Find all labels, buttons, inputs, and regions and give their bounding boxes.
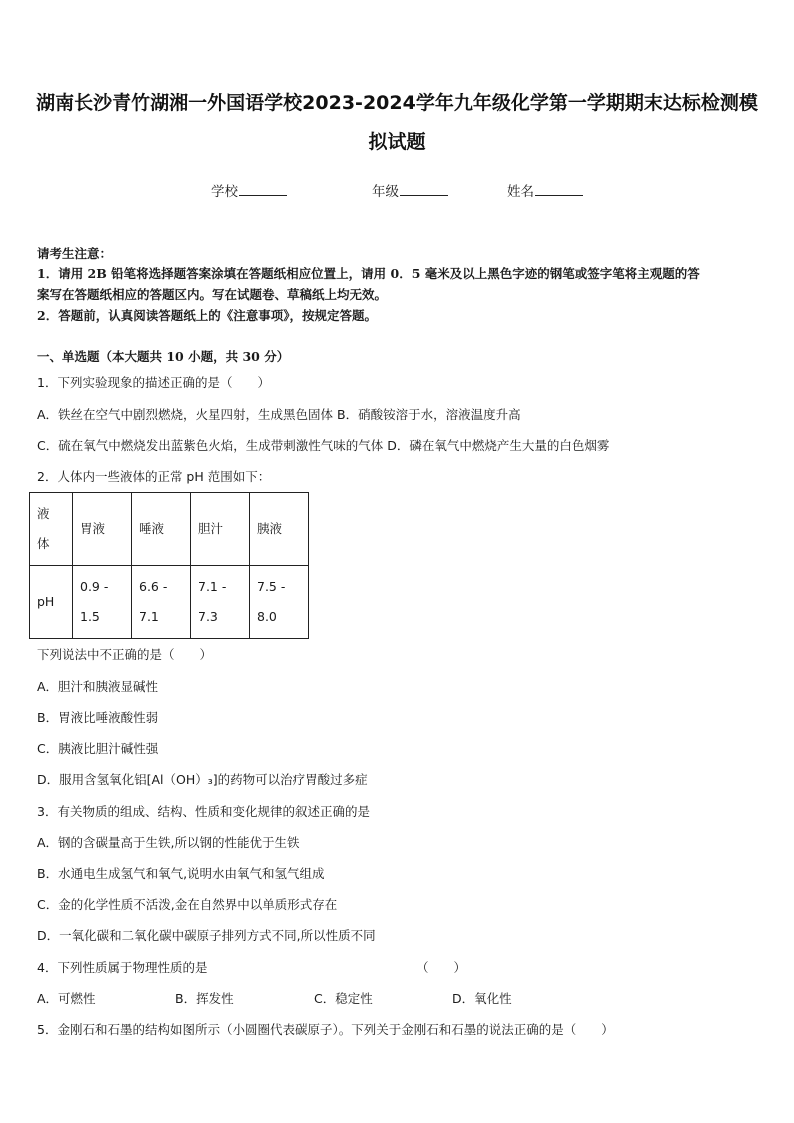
table-cell: 液体	[30, 493, 73, 566]
q3-option-b: B．水通电生成氢气和氧气,说明水由氧气和氢气组成	[37, 866, 325, 881]
table-cell: 胃液	[73, 493, 132, 566]
q4-stem: 4．下列性质属于物理性质的是	[37, 960, 208, 975]
q3-option-a: A．钢的含碳量高于生铁,所以钢的性能优于生铁	[37, 835, 300, 850]
q1-stem: 1．下列实验现象的描述正确的是（ ）	[37, 375, 270, 390]
q4-option-b: B．挥发性	[175, 991, 234, 1006]
table-cell: 7.1 - 7.3	[191, 566, 250, 639]
q4-answer-paren: （ ）	[416, 960, 467, 975]
q2-option-b: B．胃液比唾液酸性弱	[37, 710, 159, 725]
exam-title-line2: 拟试题	[368, 131, 426, 153]
q1-options-ab: A．铁丝在空气中剧烈燃烧，火星四射，生成黑色固体 B．硝酸铵溶于水，溶液温度升高	[37, 407, 521, 422]
q5-stem: 5．金刚石和石墨的结构如图所示（小圆圈代表碳原子）。下列关于金刚石和石墨的说法正确的是（ ）	[37, 1022, 614, 1037]
table-cell: 0.9 - 1.5	[73, 566, 132, 639]
grade-label: 年级	[372, 184, 399, 200]
section1-heading: 一、单选题（本大题共 10 小题，共 30 分）	[37, 349, 290, 364]
q2-option-d: D．服用含氢氧化铝[Al（OH）₃]的药物可以治疗胃酸过多症	[37, 772, 368, 787]
q4-option-a: A．可燃性	[37, 991, 96, 1006]
table-cell: 唾液	[132, 493, 191, 566]
q4-option-d: D．氧化性	[452, 991, 512, 1006]
school-field	[211, 180, 287, 200]
school-blank	[239, 181, 287, 196]
name-field	[507, 180, 583, 200]
table-cell: 胰液	[250, 493, 309, 566]
notice-heading: 请考生注意：	[37, 246, 113, 261]
table-cell: pH	[30, 566, 73, 639]
q4-option-c: C．稳定性	[314, 991, 373, 1006]
notice-item1-line1: 1．请用 2B 铅笔将选择题答案涂填在答题纸相应位置上，请用 0．5 毫米及以上黑色字迹的钢笔或签字笔将主观题的答	[37, 266, 700, 281]
table-cell: 7.5 - 8.0	[250, 566, 309, 639]
ph-table	[29, 492, 309, 639]
grade-field	[372, 180, 448, 200]
table-cell: 胆汁	[191, 493, 250, 566]
q2-option-c: C．胰液比胆汁碱性强	[37, 741, 159, 756]
exam-title-line1: 湖南长沙青竹湖湘一外国语学校2023-2024学年九年级化学第一学期期末达标检测模	[36, 92, 758, 114]
q3-option-c: C．金的化学性质不活泼,金在自然界中以单质形式存在	[37, 897, 338, 912]
name-blank	[535, 181, 583, 196]
notice-item1-line2: 案写在答题纸相应的答题区内。写在试题卷、草稿纸上均无效。	[37, 287, 388, 302]
notice-item2: 2．答题前，认真阅读答题纸上的《注意事项》，按规定答题。	[37, 308, 377, 323]
q2-ask: 下列说法中不正确的是（ ）	[37, 647, 213, 662]
q2-stem: 2．人体内一些液体的正常 pH 范围如下：	[37, 469, 271, 484]
table-row	[30, 566, 309, 639]
school-label: 学校	[211, 184, 238, 200]
table-row	[30, 493, 309, 566]
q3-stem: 3．有关物质的组成、结构、性质和变化规律的叙述正确的是	[37, 804, 370, 819]
name-label: 姓名	[507, 184, 534, 200]
q1-options-cd: C．硫在氧气中燃烧发出蓝紫色火焰，生成带刺激性气味的气体 D．磷在氧气中燃烧产生大量的白色烟雾	[37, 438, 610, 453]
grade-blank	[400, 181, 448, 196]
q2-option-a: A．胆汁和胰液显碱性	[37, 679, 159, 694]
table-cell: 6.6 - 7.1	[132, 566, 191, 639]
q3-option-d: D．一氧化碳和二氧化碳中碳原子排列方式不同,所以性质不同	[37, 928, 376, 943]
